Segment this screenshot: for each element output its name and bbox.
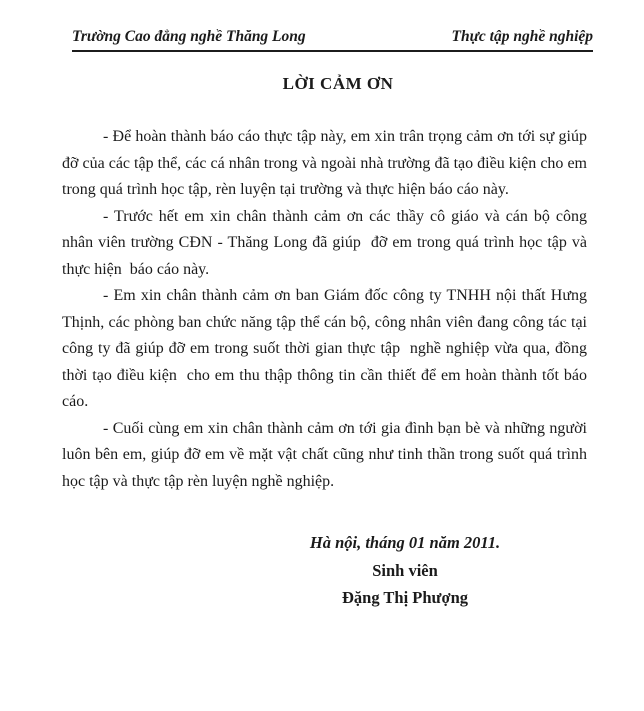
header-report-type: Thực tập nghề nghiệp (451, 28, 593, 45)
acknowledgement-paragraph: - Cuối cùng em xin chân thành cảm ơn tới gia đình bạn bè và những người luôn bên em, giúp đỡ em về mặt vật chất cũng như tinh thần trong suốt quá trình học tập và thực tập rèn luyện nghề nghiệp. (62, 419, 591, 490)
page-title: LỜI CẢM ƠN (282, 74, 394, 93)
acknowledgement-paragraph: - Trước hết em xin chân thành cảm ơn các thầy cô giáo và cán bộ công nhân viên trường CĐN - Thăng Long đã giúp đỡ em trong quá trình học tập và thực hiện báo cáo này. (62, 207, 591, 278)
acknowledgement-paragraph: - Để hoàn thành báo cáo thực tập này, em xin trân trọng cảm ơn tới sự giúp đỡ của các tập thể, các cá nhân trong và ngoài nhà trường đã tạo điều kiện cho em trong quá trình học tập, rèn luyện tại trường và thực hiện báo cáo này. (62, 128, 591, 198)
signature-block (265, 529, 545, 612)
acknowledgement-paragraph: - Em xin chân thành cảm ơn ban Giám đốc công ty TNHH nội thất Hưng Thịnh, các phòng ban chức năng tập thể cán bộ, công nhân viên đang công tác tại công ty đã giúp đỡ em trong suốt thời gian thực tập nghề nghiệp vừa qua, đồng thời tạo điều kiện cho em thu thập thông tin cần thiết để em hoàn thành tốt báo cáo. (62, 287, 595, 410)
signature-name-line: Đặng Thị Phượng (341, 588, 469, 607)
signature-date-line: Hà nội, tháng 01 năm 2011. (309, 533, 501, 552)
page-header (72, 28, 593, 52)
header-school-name: Trường Cao đẳng nghề Thăng Long (72, 28, 306, 45)
signature-role-line: Sinh viên (372, 560, 438, 580)
document-body (62, 124, 595, 495)
